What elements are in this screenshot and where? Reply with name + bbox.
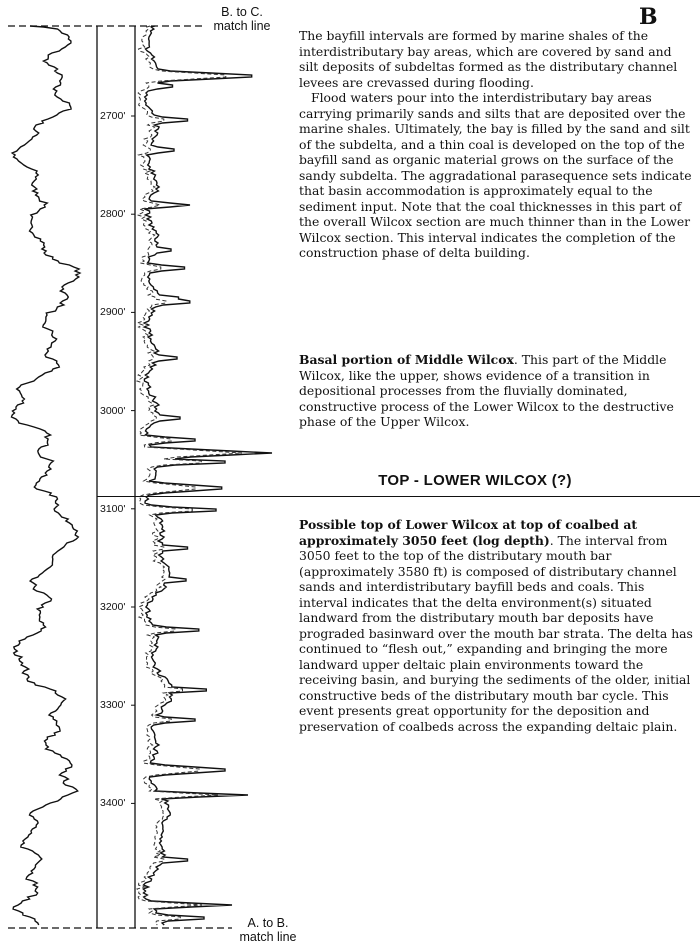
depth-label-3300: 3300' (100, 699, 126, 712)
depth-label-3200: 3200' (100, 601, 126, 613)
well-log-diagram (0, 0, 300, 952)
lower-paragraph (299, 517, 694, 734)
lower-body: . The interval from 3050 feet to the top of the distributary mouth bar (approximately 3580 ft) is composed of distributary channel sands and interdistributary bayfill beds and coals. This interval indicates that the delta environment(s) situated landward from the distributary mouth bar deposits have prograded basinward over the mouth bar strata. The delta has continued to “flesh out,” expanding and bringing the more landward upper deltaic plain environments toward the receiving basin, and burying the sediments of the older, initial constructive beds of the distributary mouth bar cycle. This event presents great opportunity for the deposition and preservation of coalbeds across the expanding deltaic plain. (299, 532, 693, 734)
depth-label-3000: 3000' (100, 404, 126, 417)
top-lower-wilcox-line (97, 496, 700, 497)
lower-wilcox-description (299, 517, 694, 734)
deep-resistivity-curve (143, 26, 272, 925)
sp-log-curve (12, 26, 80, 925)
panel-letter: B (639, 4, 658, 30)
depth-label-3100: 3100' (100, 502, 126, 515)
lower-heading: Possible top of Lower Wilcox at top of coalbed at approximately 3050 feet (log depth) (299, 517, 638, 548)
top-lower-wilcox-label: TOP - LOWER WILCOX (?) (378, 472, 572, 489)
basal-heading: Basal portion of Middle Wilcox (299, 352, 514, 367)
match-line-label-top (204, 5, 280, 33)
bayfill-paragraph-1: The bayfill intervals are formed by marine shales of the interdistributary bay areas, which are covered by sand and silt deposits of subdeltas formed as the distributary channel levees are crevassed during flooding. (299, 28, 678, 90)
match-line-label-top-1: B. to C. (221, 5, 263, 19)
depth-label-2700: 2700' (100, 110, 126, 122)
match-line-label-bottom (230, 916, 306, 944)
basal-paragraph (299, 352, 694, 430)
shallow-resistivity-curve (137, 26, 242, 925)
basal-middle-wilcox-description (299, 352, 694, 430)
match-line-label-bottom-1: A. to B. (247, 916, 289, 930)
bayfill-description (299, 28, 694, 261)
bayfill-paragraph-2: Flood waters pour into the interdistributary bay areas carrying primarily sands and silts that are deposited over the marine shales. Ultimately, the bay is filled by the sand and silt of the subdelta, and a thin coal is developed on the top of the bayfill sand as organic material grows on the surface of the sandy subdelta. The aggradational parasequence sets indicate that basin accommodation is approximately equal to the sediment input. Note that the coal thicknesses in this part of the overall Wilcox section are much thinner than in the Lower Wilcox section. This interval indicates the completion of the construction phase of delta building. (299, 90, 692, 260)
match-line-label-top-2: match line (213, 19, 271, 33)
depth-label-3400: 3400' (100, 797, 126, 810)
basal-body: . This part of the Middle Wilcox, like the upper, shows evidence of a transition in depositional processes from the fluvially dominated, constructive process of the Lower Wilcox to the destructive phase of the Upper Wilcox. (299, 352, 674, 429)
match-line-label-bottom-2: match line (239, 930, 297, 944)
depth-label-2800: 2800' (100, 208, 126, 221)
depth-label-2900: 2900' (100, 306, 126, 319)
